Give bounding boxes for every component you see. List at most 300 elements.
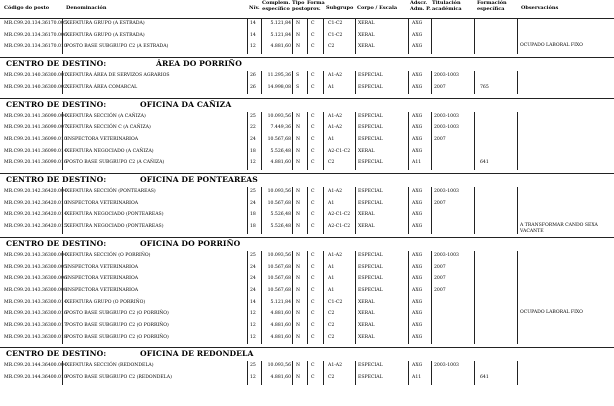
cell-tipo: N — [296, 44, 301, 50]
cell-subgrupo: A1-A2 — [328, 113, 343, 119]
cell-corpo: ESPECIAL — [358, 264, 383, 270]
cell-forma: C — [311, 84, 315, 90]
column-rule — [323, 361, 324, 384]
cell-complemento: 5.121,84 — [270, 32, 291, 38]
cell-forma: C — [311, 299, 315, 305]
cell-forma: C — [311, 136, 315, 142]
column-rule — [62, 361, 63, 384]
cell-tipo: N — [296, 113, 301, 119]
cell-complemento: 10.567,68 — [267, 200, 291, 206]
cell-subgrupo: C2 — [328, 160, 335, 166]
cell-forma: C — [311, 212, 315, 218]
centre-label: CENTRO DE DESTINO: — [6, 99, 107, 109]
cell-denominacion: POSTO BASE SUBGRUPO C2 (A ESTRADA) — [66, 44, 169, 50]
cell-adscricion: AXG — [412, 148, 423, 154]
cell-complemento: 5.121,84 — [270, 299, 291, 305]
cell-subgrupo: A1-A2 — [328, 252, 343, 258]
cell-forma: C — [311, 44, 315, 50]
cell-denominacion: XEFATURA NEGOCIADO (PONTEAREAS) — [66, 212, 164, 218]
cell-codigo: MR.C99.20.142.36420.015 — [4, 224, 67, 230]
column-rule — [292, 19, 293, 54]
cell-complemento: 5.526,48 — [270, 212, 291, 218]
cell-forma: C — [311, 311, 315, 317]
column-rule — [307, 19, 308, 54]
cell-tipo: N — [296, 252, 301, 258]
cell-titulacion: 2003-1003 — [434, 125, 459, 131]
cell-forma: C — [311, 73, 315, 79]
cell-nivel: 24 — [250, 136, 256, 142]
column-rule — [247, 187, 248, 234]
cell-nivel: 18 — [250, 148, 256, 154]
cell-subgrupo: A1 — [328, 200, 335, 206]
cell-tipo: N — [296, 189, 301, 194]
column-rule — [408, 71, 409, 94]
cell-nivel: 26 — [250, 84, 256, 90]
column-rule — [261, 19, 262, 54]
cell-titulacion: 2003-1003 — [434, 252, 459, 258]
cell-codigo: MR.C99.20.141.36090.014 — [4, 148, 67, 154]
cell-nivel: 25 — [250, 252, 256, 258]
column-rule — [474, 19, 475, 54]
centre-name: ÁREA DO PORRIÑO — [156, 59, 242, 69]
cell-adscricion: AXG — [412, 334, 423, 340]
column-rule — [323, 251, 324, 345]
centre-label: CENTRO DE DESTINO: — [6, 349, 107, 359]
cell-corpo: XERAL — [358, 44, 375, 50]
cell-adscricion: AXG — [412, 84, 423, 90]
cell-denominacion: INSPECTORA VETERINARIOA — [66, 287, 139, 293]
cell-corpo: ESPECIAL — [358, 84, 383, 90]
cell-corpo: ESPECIAL — [358, 125, 383, 131]
column-rule — [408, 112, 409, 171]
cell-complemento: 11.295,36 — [267, 73, 291, 79]
cell-denominacion: INSPECTORA VETERINARIOA — [66, 200, 139, 206]
cell-titulacion: 2003-1003 — [434, 363, 459, 369]
column-rule — [355, 71, 356, 94]
column-rule — [292, 71, 293, 94]
cell-complemento: 10.567,68 — [267, 287, 291, 293]
cell-denominacion: XEFATURA SECCIÓN C (A CAÑIZA) — [66, 125, 151, 131]
cell-corpo: ESPECIAL — [358, 113, 383, 119]
column-rule — [517, 187, 518, 234]
cell-forma: C — [311, 189, 315, 194]
column-rule — [474, 251, 475, 345]
column-rule — [323, 71, 324, 94]
cell-codigo: MR.C99.20.134.36170.010 — [4, 44, 67, 50]
cell-corpo: ESPECIAL — [358, 287, 383, 293]
cell-denominacion: POSTO BASE SUBGRUPO C2 (O PORRIÑO) — [66, 323, 169, 328]
cell-tipo: N — [296, 212, 301, 218]
column-rule — [431, 19, 432, 54]
column-rule — [431, 361, 432, 384]
cell-forma: C — [311, 323, 315, 328]
cell-complemento: 4.881,60 — [270, 160, 291, 166]
column-rule — [261, 71, 262, 94]
cell-codigo: MR.C99.20.134.36170.005 — [4, 21, 67, 26]
cell-codigo: MR.C99.20.134.36170.006 — [4, 32, 67, 38]
cell-denominacion: XEFATURA SECCIÓN (A CAÑIZA) — [66, 113, 146, 119]
column-rule — [247, 361, 248, 384]
column-rule — [62, 112, 63, 171]
cell-subgrupo: C2 — [328, 311, 335, 317]
centre-label: CENTRO DE DESTINO: — [6, 59, 107, 69]
cell-forma: C — [311, 252, 315, 258]
column-rule — [292, 251, 293, 345]
cell-tipo: N — [296, 287, 301, 293]
cell-corpo: ESPECIAL — [358, 252, 383, 258]
cell-denominacion: POSTO BASE SUBGRUPO C2 (A CAÑIZA) — [66, 160, 165, 166]
cell-subgrupo: C1-C2 — [328, 299, 343, 305]
cell-corpo: ESPECIAL — [358, 136, 383, 142]
cell-nivel: 12 — [250, 375, 256, 381]
column-rule — [307, 187, 308, 234]
cell-complemento: 7.449,36 — [270, 125, 291, 131]
cell-tipo: N — [296, 311, 301, 317]
cell-codigo: MR.C99.20.141.36090.010 — [4, 136, 67, 142]
cell-corpo: XERAL — [358, 32, 375, 38]
cell-codigo: MR.C99.20.144.36400.004 — [4, 363, 67, 369]
cell-subgrupo: C2 — [328, 44, 335, 50]
cell-tipo: N — [296, 276, 301, 282]
cell-nivel: 12 — [250, 44, 256, 50]
column-rule — [431, 187, 432, 234]
column-rule — [408, 251, 409, 345]
cell-subgrupo: A1-A2 — [328, 189, 343, 194]
cell-nivel: 25 — [250, 363, 256, 369]
cell-titulacion: 2007 — [434, 276, 446, 282]
cell-codigo: MR.C99.20.143.36300.018 — [4, 334, 67, 340]
column-rule — [355, 112, 356, 171]
table-header — [0, 0, 614, 19]
column-rule — [247, 251, 248, 345]
cell-forma: C — [311, 363, 315, 369]
cell-denominacion: INSPECTORA VETERINARIOA — [66, 276, 139, 282]
column-rule — [355, 361, 356, 384]
cell-observacions: A TRANSFORMAR CANDO SEXA VACANTE — [520, 223, 598, 234]
cell-nivel: 26 — [250, 73, 256, 79]
column-rule — [323, 19, 324, 54]
cell-corpo: ESPECIAL — [358, 375, 383, 381]
cell-denominacion: XEFATURA GRUPO (A ESTRADA) — [66, 32, 145, 38]
cell-subgrupo: A1-A2 — [328, 363, 343, 369]
cell-corpo: XERAL — [358, 323, 375, 328]
cell-titulacion: 2007 — [434, 264, 446, 270]
cell-complemento: 14.998,08 — [267, 84, 291, 90]
header-formacion: Formación específica — [477, 0, 507, 12]
centre-heading — [0, 58, 614, 70]
cell-codigo: MR.C99.20.142.36420.014 — [4, 212, 67, 218]
cell-complemento: 10.567,68 — [267, 136, 291, 142]
cell-complemento: 5.121,84 — [270, 21, 291, 26]
cell-forma: C — [311, 200, 315, 206]
cell-forma: C — [311, 125, 315, 131]
cell-tipo: N — [296, 200, 301, 206]
column-rule — [247, 112, 248, 171]
cell-forma: C — [311, 287, 315, 293]
cell-observacions: OCUPADO LABORAL FIXO — [520, 310, 583, 316]
cell-forma: C — [311, 264, 315, 270]
cell-complemento: 4.881,60 — [270, 44, 291, 50]
cell-denominacion: XEFATURA SECCIÓN (PONTEAREAS) — [66, 189, 156, 194]
column-rule — [62, 71, 63, 94]
column-rule — [247, 71, 248, 94]
column-rule — [431, 251, 432, 345]
centre-name: OFICINA DE PONTEAREAS — [140, 175, 258, 184]
column-rule — [261, 112, 262, 171]
cell-tipo: N — [296, 323, 301, 328]
cell-codigo: MR.C99.20.143.36300.008 — [4, 287, 67, 293]
cell-nivel: 18 — [250, 212, 256, 218]
cell-forma: C — [311, 375, 315, 381]
cell-adscricion: AXG — [412, 323, 423, 328]
cell-denominacion: INSPECTORA VETERINARIOA — [66, 136, 139, 142]
header-observacions: Observacións — [521, 5, 559, 11]
cell-subgrupo: A2-C1-C2 — [328, 224, 351, 230]
cell-nivel: 14 — [250, 32, 256, 38]
cell-subgrupo: C1-C2 — [328, 32, 343, 38]
cell-tipo: N — [296, 264, 301, 270]
centre-label: CENTRO DE DESTINO: — [6, 238, 107, 248]
header-adscricion: Adscr. Adm. P. — [410, 0, 431, 12]
column-rule — [323, 187, 324, 234]
centre-heading — [0, 348, 614, 360]
cell-corpo: XERAL — [358, 212, 375, 218]
column-rule — [62, 187, 63, 234]
column-rule — [355, 19, 356, 54]
cell-codigo: MR.C99.20.140.36300.001 — [4, 73, 67, 79]
column-rule — [517, 19, 518, 54]
cell-nivel: 14 — [250, 21, 256, 26]
cell-forma: C — [311, 32, 315, 38]
cell-formacion: 765 — [480, 84, 489, 90]
cell-tipo: S — [296, 84, 300, 90]
centre-label: CENTRO DE DESTINO: — [6, 175, 107, 184]
cell-complemento: 10.093,56 — [267, 252, 291, 258]
cell-titulacion: 2007 — [434, 84, 446, 90]
cell-nivel: 24 — [250, 276, 256, 282]
cell-denominacion: XEFATURA NEGOCIADO (A CAÑIZA) — [66, 148, 154, 154]
column-rule — [408, 361, 409, 384]
cell-subgrupo: A1 — [328, 287, 335, 293]
cell-subgrupo: C2 — [328, 323, 335, 328]
cell-adscricion: A11 — [412, 375, 422, 381]
cell-denominacion: POSTO BASE SUBGRUPO C2 (REDONDELA) — [66, 375, 172, 381]
cell-tipo: N — [296, 363, 301, 369]
cell-denominacion: XEFATURA ÁREA COMARCAL — [66, 84, 138, 90]
cell-denominacion: XEFATURA SECCIÓN (REDONDELA) — [66, 363, 154, 369]
cell-adscricion: AXG — [412, 125, 423, 131]
column-rule — [408, 187, 409, 234]
cell-complemento: 4.881,60 — [270, 323, 291, 328]
cell-corpo: XERAL — [358, 148, 375, 154]
cell-complemento: 10.567,68 — [267, 276, 291, 282]
cell-nivel: 18 — [250, 224, 256, 230]
cell-nivel: 25 — [250, 189, 256, 194]
centre-heading — [0, 99, 614, 111]
header-complemento: Complem. específico — [262, 0, 291, 12]
cell-codigo: MR.C99.20.140.36300.002 — [4, 84, 67, 90]
cell-adscricion: A11 — [412, 160, 422, 166]
column-rule — [517, 71, 518, 94]
cell-codigo: MR.C99.20.143.36300.004 — [4, 252, 67, 258]
cell-nivel: 24 — [250, 200, 256, 206]
column-rule — [261, 251, 262, 345]
cell-complemento: 4.881,60 — [270, 375, 291, 381]
cell-subgrupo: C1-C2 — [328, 21, 343, 26]
cell-tipo: N — [296, 375, 301, 381]
cell-adscricion: AXG — [412, 212, 423, 218]
cell-nivel: 12 — [250, 311, 256, 317]
cell-nivel: 12 — [250, 334, 256, 340]
cell-corpo: ESPECIAL — [358, 160, 383, 166]
column-rule — [474, 361, 475, 384]
cell-subgrupo: A1-A2 — [328, 73, 343, 79]
cell-adscricion: AXG — [412, 32, 423, 38]
header-codigo: Código do posto — [4, 5, 50, 11]
column-rule — [62, 251, 63, 345]
column-rule — [408, 19, 409, 54]
header-corpo: Corpo / Escala — [357, 5, 398, 11]
cell-tipo: N — [296, 21, 301, 26]
cell-denominacion: POSTO BASE SUBGRUPO C2 (O PORRIÑO) — [66, 311, 169, 317]
cell-tipo: N — [296, 125, 301, 131]
cell-forma: C — [311, 113, 315, 119]
cell-tipo: N — [296, 160, 301, 166]
header-nivel: Nív. — [249, 5, 260, 11]
cell-nivel: 24 — [250, 264, 256, 270]
cell-subgrupo: A2-C1-C2 — [328, 212, 351, 218]
cell-codigo: MR.C99.20.143.36300.005 — [4, 264, 67, 270]
header-titulacion: Titulación académica — [432, 0, 462, 12]
cell-subgrupo: A2-C1-C2 — [328, 148, 351, 154]
cell-adscricion: AXG — [412, 311, 423, 317]
cell-titulacion: 2007 — [434, 200, 446, 206]
cell-tipo: S — [296, 73, 300, 79]
cell-complemento: 5.526,48 — [270, 148, 291, 154]
cell-corpo: XERAL — [358, 334, 375, 340]
header-subgrupo: Subgrupo — [326, 5, 354, 11]
cell-nivel: 25 — [250, 113, 256, 119]
cell-denominacion: XEFATURA SECCIÓN (O PORRIÑO) — [66, 252, 151, 258]
column-rule — [517, 112, 518, 171]
column-rule — [247, 19, 248, 54]
cell-adscricion: AXG — [412, 252, 423, 258]
cell-codigo: MR.C99.20.143.36300.017 — [4, 323, 67, 328]
cell-subgrupo: A1 — [328, 276, 335, 282]
cell-subgrupo: A1 — [328, 84, 335, 90]
cell-forma: C — [311, 21, 315, 26]
cell-complemento: 10.567,68 — [267, 264, 291, 270]
cell-complemento: 10.093,56 — [267, 113, 291, 119]
cell-tipo: N — [296, 334, 301, 340]
cell-tipo: N — [296, 299, 301, 305]
cell-nivel: 22 — [250, 125, 256, 131]
cell-denominacion: XEFATURA NEGOCIADO (PONTEAREAS) — [66, 224, 164, 230]
cell-subgrupo: A1 — [328, 264, 335, 270]
cell-denominacion: POSTO BASE SUBGRUPO C2 (O PORRIÑO) — [66, 334, 169, 340]
cell-titulacion: 2003-1003 — [434, 189, 459, 194]
cell-codigo: MR.C99.20.144.36400.010 — [4, 375, 67, 381]
cell-codigo: MR.C99.20.141.36090.004 — [4, 113, 67, 119]
cell-codigo: MR.C99.20.141.36090.016 — [4, 160, 67, 166]
cell-adscricion: AXG — [412, 136, 423, 142]
cell-corpo: ESPECIAL — [358, 363, 383, 369]
cell-nivel: 12 — [250, 160, 256, 166]
column-rule — [431, 71, 432, 94]
cell-forma: C — [311, 148, 315, 154]
column-rule — [261, 187, 262, 234]
cell-complemento: 4.881,60 — [270, 311, 291, 317]
cell-forma: C — [311, 224, 315, 230]
cell-corpo: ESPECIAL — [358, 73, 383, 79]
cell-codigo: MR.C99.20.141.36090.007 — [4, 125, 67, 131]
cell-codigo: MR.C99.20.142.36420.004 — [4, 189, 67, 194]
cell-adscricion: AXG — [412, 44, 423, 50]
cell-codigo: MR.C99.20.143.36300.014 — [4, 299, 67, 305]
column-rule — [307, 251, 308, 345]
column-rule — [355, 187, 356, 234]
cell-complemento: 4.881,60 — [270, 334, 291, 340]
column-rule — [307, 71, 308, 94]
cell-titulacion: 2003-1003 — [434, 73, 459, 79]
centre-name: OFICINA DA CAÑIZA — [140, 99, 232, 109]
cell-denominacion: INSPECTORA VETERINARIOA — [66, 264, 139, 270]
cell-adscricion: AXG — [412, 276, 423, 282]
header-tipo: Tipo posto — [292, 0, 308, 12]
cell-codigo: MR.C99.20.143.36300.016 — [4, 311, 67, 317]
cell-adscricion: AXG — [412, 189, 423, 194]
centre-heading — [0, 238, 614, 250]
column-rule — [307, 361, 308, 384]
cell-adscricion: AXG — [412, 200, 423, 206]
cell-forma: C — [311, 160, 315, 166]
column-rule — [355, 251, 356, 345]
cell-adscricion: AXG — [412, 224, 423, 230]
column-rule — [62, 19, 63, 54]
cell-corpo: XERAL — [358, 299, 375, 305]
cell-formacion: 641 — [480, 160, 489, 166]
cell-corpo: ESPECIAL — [358, 276, 383, 282]
cell-adscricion: AXG — [412, 299, 423, 305]
cell-nivel: 14 — [250, 299, 256, 305]
cell-observacions: OCUPADO LABORAL FIXO — [520, 43, 583, 49]
cell-corpo: XERAL — [358, 21, 375, 26]
cell-adscricion: AXG — [412, 287, 423, 293]
cell-adscricion: AXG — [412, 21, 423, 26]
cell-subgrupo: C2 — [328, 375, 335, 381]
cell-corpo: ESPECIAL — [358, 200, 383, 206]
centre-name: OFICINA DO PORRIÑO — [140, 238, 241, 248]
cell-titulacion: 2007 — [434, 136, 446, 142]
cell-forma: C — [311, 334, 315, 340]
cell-adscricion: AXG — [412, 363, 423, 369]
column-rule — [431, 112, 432, 171]
cell-nivel: 24 — [250, 287, 256, 293]
column-rule — [474, 187, 475, 234]
column-rule — [517, 361, 518, 384]
cell-adscricion: AXG — [412, 73, 423, 79]
cell-complemento: 5.526,48 — [270, 224, 291, 230]
cell-subgrupo: C2 — [328, 334, 335, 340]
column-rule — [517, 251, 518, 345]
cell-tipo: N — [296, 136, 301, 142]
cell-tipo: N — [296, 32, 301, 38]
cell-codigo: MR.C99.20.143.36300.006 — [4, 276, 67, 282]
column-rule — [323, 112, 324, 171]
cell-denominacion: XEFATURA ÁREA DE SERVIZOS AGRARIOS — [66, 73, 170, 79]
cell-nivel: 12 — [250, 323, 256, 328]
cell-codigo: MR.C99.20.142.36420.010 — [4, 200, 67, 206]
